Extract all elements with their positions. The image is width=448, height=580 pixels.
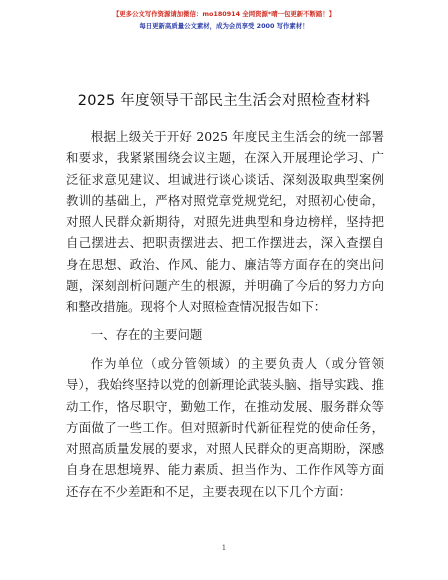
- promo-banner-line-2: 每日更新高质量公文素材，成为会员享受 2000 写作素材！: [139, 22, 309, 30]
- document-title: 2025 年度领导干部民主生活会对照检查材料: [77, 93, 371, 109]
- page-number: 1: [221, 544, 227, 552]
- intro-paragraph: 根据上级关于开好 2025 年度民主生活会的统一部署和要求，我紧紧围绕会议主题，在深入开展理论学习、广泛征求意见建议、坦诚进行谈心谈话、深刻汲取典型案例教训的基础上，严格对照党章党规党纪，对照初心使命，对照人民群众新期待，对照先进典型和身边榜样，坚持把自己摆进去、把职责摆进去、把工作摆进去，深入查摆自身在思想、政治、作风、能力、廉洁等方面存在的突出问题，深刻剖析问题产生的根源，并明确了今后的努力方向和整改措施。现将个人对照检查情况报告如下：: [66, 129, 384, 315]
- body-paragraph: 作为单位（或分管领域）的主要负责人（或分管领导），我始终坚持以党的创新理论武装头脑、指导实践、推动工作，恪尽职守，勤勉工作，在推动发展、服务群众等方面做了一些工作。但对照新时代新征程党的使命任务，对照高质量发展的要求，对照人民群众的更高期盼，深感自身在思想境界、能力素质、担当作为、工作作风等方面还存在不少差距和不足，主要表现在以下几个方面：: [66, 356, 384, 499]
- promo-banner-line-1: 【更多公文写作资源请加微信：mo180914 全网资源*晴一包更新不断踏！】: [112, 10, 336, 18]
- section-heading: 一、存在的主要问题: [90, 327, 203, 342]
- promo-banner: [0, 8, 448, 32]
